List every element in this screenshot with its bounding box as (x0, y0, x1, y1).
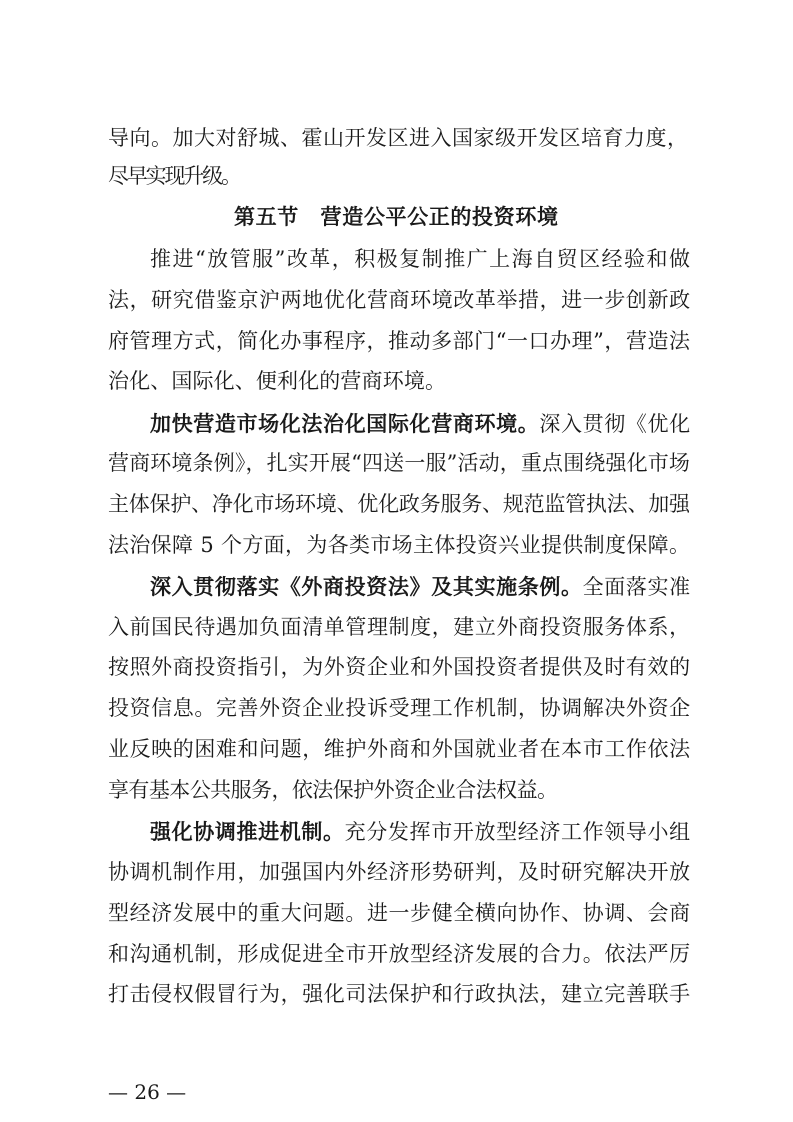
text-line (108, 290, 691, 311)
text-segment: 全面落实准 (582, 575, 691, 599)
text-line (108, 903, 691, 924)
text-line (150, 249, 691, 270)
bold-lead-phrase: 加快营造市场化法治化国际化营商环境。 (150, 411, 540, 436)
text-line (108, 657, 691, 678)
text-line (108, 371, 446, 392)
text-line (108, 698, 691, 719)
text-segment: 府管理方式，简化办事程序，推动多部门“一口办理”，营造法 (108, 329, 691, 353)
text-line (108, 862, 691, 883)
text-segment: 业反映的困难和问题，维护外商和外国就业者在本市工作依法 (108, 737, 691, 761)
text-segment: 治化、国际化、便利化的营商环境。 (108, 369, 447, 393)
text-line (150, 821, 691, 843)
text-line (108, 494, 690, 515)
text-segment: 导向。加大对舒城、霍山开发区进入国家级开发区培育力度， (108, 126, 689, 150)
text-segment: 法，研究借鉴京沪两地优化营商环境改革举措，进一步创新政 (108, 288, 691, 312)
text-line (108, 984, 691, 1005)
text-segment: 享有基本公共服务，依法保护外资企业合法权益。 (108, 778, 558, 802)
text-segment: 尽早实现升级。 (108, 164, 240, 188)
text-segment: 充分发挥市开放型经济工作领导小组 (344, 820, 691, 844)
text-segment: 按照外商投资指引，为外资企业和外国投资者提供及时有效的 (108, 655, 691, 679)
section-heading-text: 第五节 营造公平公正的投资环境 (234, 205, 559, 229)
bold-lead-phrase: 强化协调推进机制。 (150, 819, 345, 844)
text-line (150, 576, 691, 598)
text-line (108, 617, 691, 638)
text-line (108, 331, 691, 352)
section-heading (234, 207, 559, 228)
text-segment: 主体保护、净化市场环境、优化政务服务、规范监管执法、加强 (108, 492, 690, 516)
text-line (108, 166, 240, 187)
text-line (108, 535, 690, 556)
text-segment: 协调机制作用，加强国内外经济形势研判，及时研究解决开放 (108, 860, 691, 884)
text-line (108, 944, 691, 965)
text-line (108, 128, 689, 149)
text-segment: 营商环境条例》，扎实开展“四送一服”活动，重点围绕强化市场 (108, 451, 691, 475)
text-segment: 投资信息。完善外资企业投诉受理工作机制，协调解决外资企 (108, 696, 691, 720)
text-segment: 法治保障 5 个方面，为各类市场主体投资兴业提供制度保障。 (108, 533, 691, 557)
text-line (150, 413, 691, 435)
text-segment: 深入贯彻《优化 (539, 412, 691, 436)
bold-lead-phrase: 深入贯彻落实《外商投资法》及其实施条例。 (150, 574, 583, 599)
text-segment: 推进“放管服”改革，积极复制推广上海自贸区经验和做 (150, 247, 692, 271)
text-segment: 和沟通机制，形成促进全市开放型经济发展的合力。依法严厉 (108, 942, 691, 966)
text-line (108, 453, 690, 474)
text-segment: 打击侵权假冒行为，强化司法保护和行政执法，建立完善联手 (108, 982, 691, 1006)
page-number: — 26 — (108, 1080, 187, 1104)
text-line (108, 739, 691, 760)
text-segment: 入前国民待遇加负面清单管理制度，建立外商投资服务体系， (108, 615, 691, 639)
text-line (108, 780, 557, 801)
text-segment: 型经济发展中的重大问题。进一步健全横向协作、协调、会商 (108, 901, 691, 925)
